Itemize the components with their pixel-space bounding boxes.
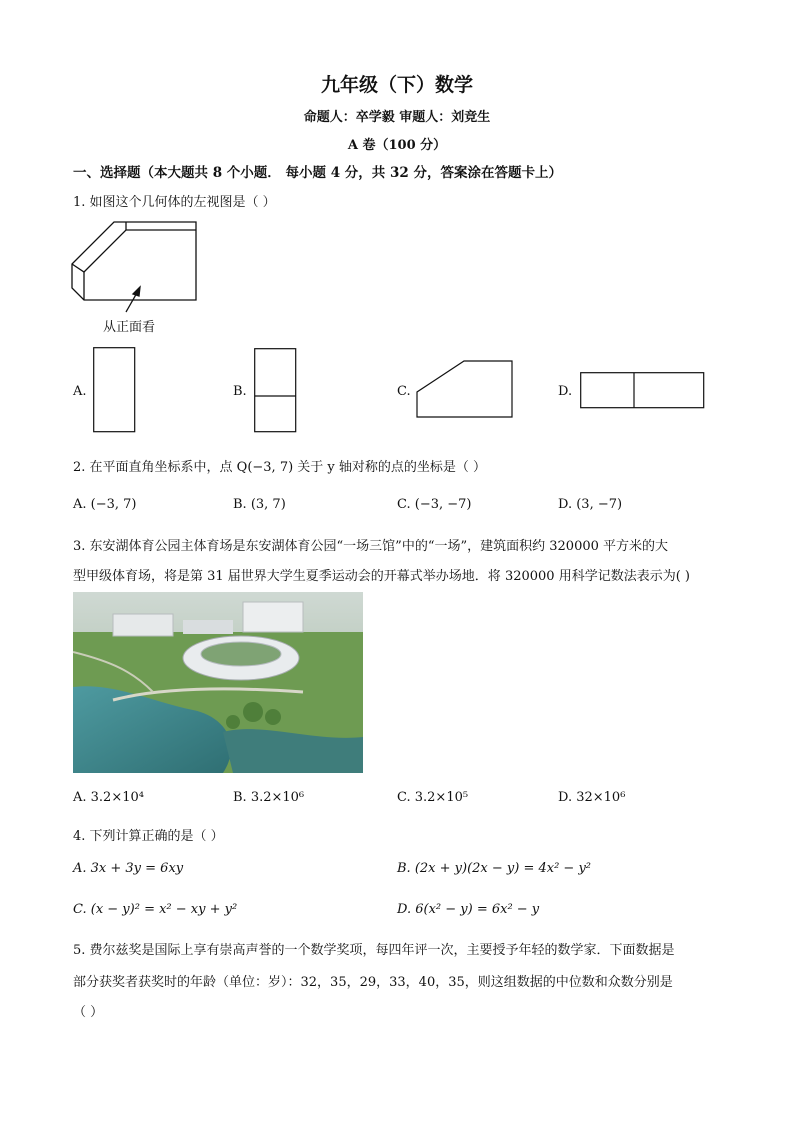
paper-part-label: A 卷（100 分） bbox=[347, 138, 447, 153]
question-5-stem-line1: 5. 费尔兹奖是国际上享有崇高声誉的一个数学奖项，每四年评一次，主要授予年轻的数学家．下面数据是 bbox=[73, 943, 675, 958]
question-2-stem: 2. 在平面直角坐标系中，点 Q(−3, 7) 关于 y 轴对称的点的坐标是（ ） bbox=[73, 460, 487, 475]
q3-option-a[interactable]: A. 3.2×10⁴ bbox=[73, 790, 144, 805]
q4-option-d[interactable]: D. 6(x² − y) = 6x² − y bbox=[397, 902, 540, 917]
q1-option-c-label[interactable]: C. bbox=[397, 384, 411, 399]
q1-option-b-figure[interactable] bbox=[254, 348, 298, 434]
q1-caption: 从正面看 bbox=[103, 320, 156, 335]
q3-option-c[interactable]: C. 3.2×10⁵ bbox=[397, 790, 469, 805]
q1-option-b-label[interactable]: B. bbox=[233, 384, 247, 399]
question-3-stem-line2: 型甲级体育场，将是第 31 届世界大学生夏季运动会的开幕式举办场地．将 320000 用科学记数法表示为( ) bbox=[73, 569, 690, 584]
q1-option-d-figure[interactable] bbox=[580, 372, 706, 410]
q1-option-a-label[interactable]: A. bbox=[73, 384, 87, 399]
q3-option-b[interactable]: B. 3.2×10⁶ bbox=[233, 790, 305, 805]
q4-option-c[interactable]: C. (x − y)² = x² − xy + y² bbox=[73, 902, 238, 917]
question-4-stem: 4. 下列计算正确的是（ ） bbox=[73, 829, 224, 844]
q2-option-d[interactable]: D. (3, −7) bbox=[558, 497, 623, 512]
question-1-stem: 1. 如图这个几何体的左视图是（ ） bbox=[73, 195, 276, 210]
q4-option-a[interactable]: A. 3x + 3y = 6xy bbox=[73, 861, 184, 876]
question-5-stem-line3: （ ） bbox=[73, 1005, 104, 1020]
q2-option-b[interactable]: B. (3, 7) bbox=[233, 497, 286, 512]
stadium-photo bbox=[73, 592, 363, 773]
q3-option-d[interactable]: D. 32×10⁶ bbox=[558, 790, 626, 805]
authors-line: 命题人：卒学毅 审题人：刘竞生 bbox=[303, 110, 491, 125]
page-title: 九年级（下）数学 bbox=[320, 74, 473, 96]
question-3-stem-line1: 3. 东安湖体育公园主体育场是东安湖体育公园“一场三馆”中的“一场”，建筑面积约 320000 平方米的大 bbox=[73, 539, 669, 554]
q1-option-a-figure[interactable] bbox=[93, 347, 137, 433]
q1-option-c-figure[interactable] bbox=[416, 360, 514, 420]
section-heading: 一、选择题（本大题共 8 个小题． 每小题 4 分，共 32 分，答案涂在答题卡上） bbox=[73, 165, 562, 181]
q4-option-b[interactable]: B. (2x + y)(2x − y) = 4x² − y² bbox=[397, 861, 591, 876]
question-5-stem-line2: 部分获奖者获奖时的年龄（单位：岁）：32，35，29，33，40，35，则这组数据的中位数和众数分别是 bbox=[73, 975, 673, 990]
q1-option-d-label[interactable]: D. bbox=[558, 384, 573, 399]
q2-option-a[interactable]: A. (−3, 7) bbox=[73, 497, 137, 512]
q2-option-c[interactable]: C. (−3, −7) bbox=[397, 497, 472, 512]
